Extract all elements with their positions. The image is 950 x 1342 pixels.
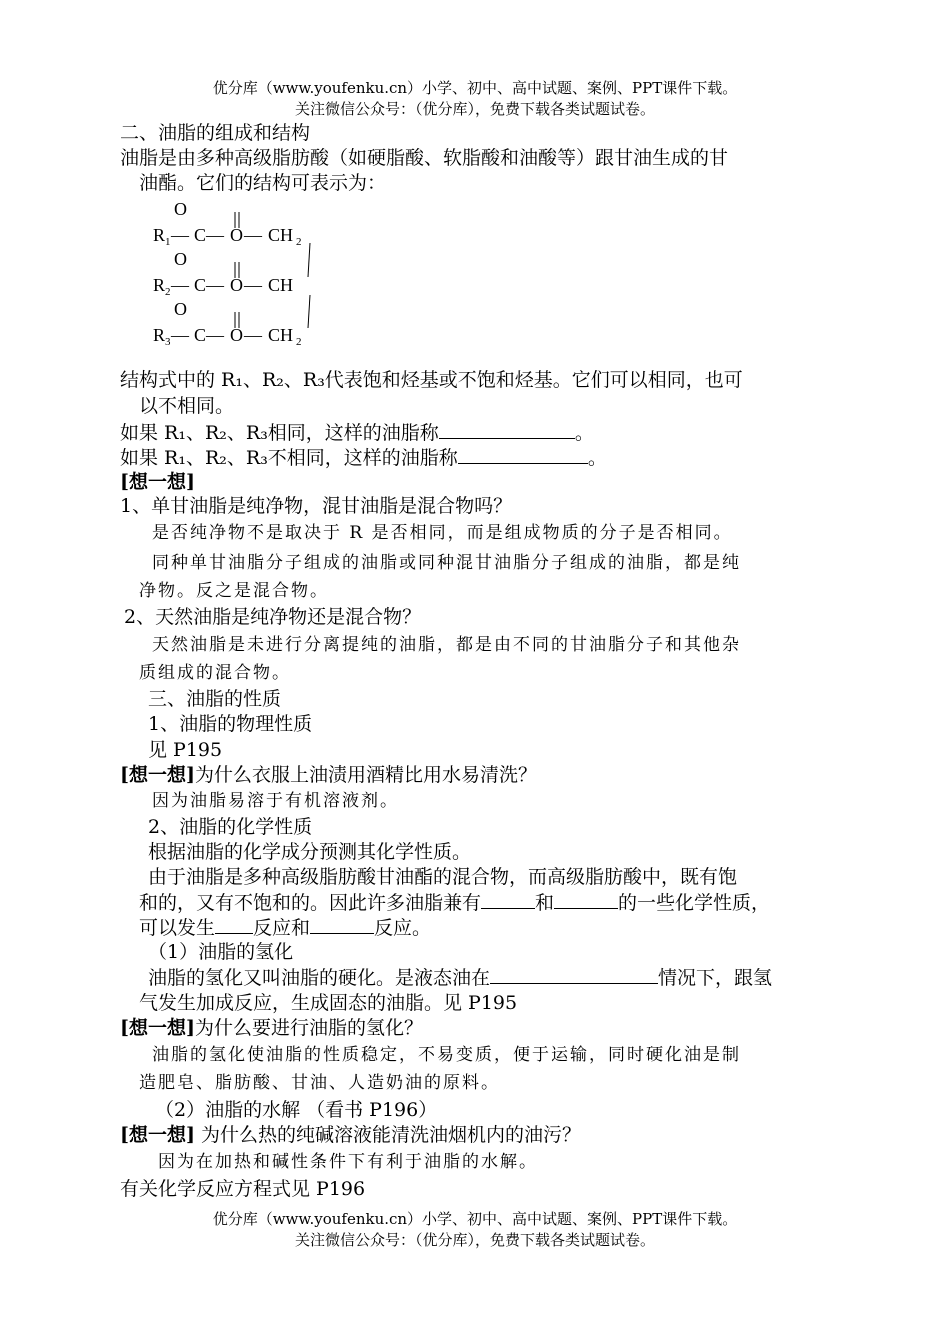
bond-3a: —	[171, 325, 189, 345]
carbon-2: C	[194, 275, 207, 295]
see-p195-1: 见 P195	[148, 739, 223, 761]
think-heading-1: [想一想]	[120, 471, 195, 493]
chemical-properties-heading: 2、油脂的化学性质	[148, 816, 313, 838]
bond-1b: —	[206, 225, 224, 245]
bond-2a: —	[171, 275, 189, 295]
backbone-bond-2	[308, 295, 310, 328]
condition-blank[interactable]	[490, 965, 658, 984]
carbon-1: C	[194, 225, 207, 245]
same-r-line	[120, 420, 594, 445]
same-r-end: 。	[574, 422, 594, 444]
property-blank-2[interactable]	[554, 890, 618, 909]
carbonyl-o-3: O	[174, 299, 187, 319]
ester-o-3: O	[230, 325, 243, 345]
property-blank-1[interactable]	[481, 890, 535, 909]
think-line-2: [想一想]为什么衣服上油渍用酒精比用水易清洗？	[120, 764, 537, 786]
footer-line-1: 优分库（www.youfenku.cn）小学、初中、高中试题、案例、PPT课件下载。	[212, 1210, 738, 1228]
answer-1-line-3: 净物。反之是混合物。	[139, 581, 329, 601]
footer-line-2: 关注微信公众号：（优分库），免费下载各类试题试卷。	[294, 1231, 655, 1249]
think-line-4: [想一想] 为什么热的纯碱溶液能清洗油烟机内的油污？	[120, 1124, 582, 1146]
physical-properties-heading: 1、油脂的物理性质	[148, 713, 313, 735]
ch2-1: CH	[268, 225, 294, 245]
hydrogenation-heading: （1）油脂的氢化	[148, 941, 294, 963]
think-answer-4: 因为在加热和碱性条件下有利于油脂的水解。	[158, 1152, 538, 1172]
ch-2: CH	[268, 275, 294, 295]
answer-1-line-2: 同种单甘油脂分子组成的油脂或同种混甘油脂分子组成的油脂，都是纯	[152, 553, 741, 573]
think-answer-2: 因为油脂易溶于有机溶液剂。	[152, 791, 399, 811]
r-label-3: R	[153, 325, 166, 345]
section-3-title: 三、油脂的性质	[148, 688, 282, 710]
para-line-2: 和的，又有不饱和的。因此许多油脂兼有 和 的一些化学性质，	[139, 892, 771, 914]
bond-1c: —	[244, 225, 262, 245]
bond-3b: —	[206, 325, 224, 345]
question-2: 2、天然油脂是纯净物还是混合物？	[124, 606, 422, 628]
r-label-1: R	[153, 225, 166, 245]
diff-r-blank[interactable]	[458, 445, 588, 464]
ch2-3: CH	[268, 325, 294, 345]
diff-r-text: 如果 R₁、R₂、R₃不相同，这样的油脂称	[120, 447, 458, 469]
intro-line-1: 油脂是由多种高级脂肪酸（如硬脂酸、软脂酸和油酸等）跟甘油生成的甘	[120, 147, 729, 169]
carbonyl-o-2: O	[174, 249, 187, 269]
bond-3c: —	[244, 325, 262, 345]
ch2-sub-1: 2	[296, 236, 302, 248]
carbon-3: C	[194, 325, 207, 345]
para-line-1: 由于油脂是多种高级脂肪酸甘油酯的混合物，而高级脂肪酸中，既有饱	[148, 866, 738, 888]
reaction-blank-2[interactable]	[310, 915, 374, 934]
bond-1a: —	[171, 225, 189, 245]
question-1: 1、单甘油脂是纯净物，混甘油脂是混合物吗？	[120, 495, 513, 517]
predict-line: 根据油脂的化学成分预测其化学性质。	[148, 841, 472, 863]
think-line-3: [想一想]为什么要进行油脂的氢化？	[120, 1017, 423, 1039]
ester-o-1: O	[230, 225, 243, 245]
bond-2b: —	[206, 275, 224, 295]
bond-2c: —	[244, 275, 262, 295]
r-sub-3: 3	[165, 336, 171, 348]
r-sub-1: 1	[165, 236, 171, 248]
diff-r-end: 。	[587, 447, 607, 469]
triglyceride-structure	[150, 195, 330, 355]
equation-reference: 有关化学反应方程式见 P196	[120, 1178, 366, 1200]
diff-r-line	[120, 445, 607, 470]
same-r-blank[interactable]	[439, 420, 575, 439]
same-r-text: 如果 R₁、R₂、R₃相同，这样的油脂称	[120, 422, 439, 444]
hydrogenation-line-2: 气发生加成反应，生成固态的油脂。见 P195	[139, 992, 518, 1014]
header-line-1: 优分库（www.youfenku.cn）小学、初中、高中试题、案例、PPT课件下载。	[212, 79, 738, 97]
answer-1-line-1: 是否纯净物不是取决于 R 是否相同，而是组成物质的分子是否相同。	[152, 523, 733, 543]
ester-o-2: O	[230, 275, 243, 295]
desc-line-2: 以不相同。	[139, 395, 235, 417]
carbonyl-o-1: O	[174, 199, 187, 219]
reaction-blank-1[interactable]	[215, 915, 253, 934]
r-sub-2: 2	[165, 286, 171, 298]
think-answer-3-line-2: 造肥皂、脂肪酸、甘油、人造奶油的原料。	[139, 1073, 500, 1093]
answer-2-line-2: 质组成的混合物。	[139, 663, 291, 683]
hydrogenation-line-1: 油脂的氢化又叫油脂的硬化。是液态油在 情况下，跟氢	[148, 967, 773, 989]
header-line-2: 关注微信公众号：（优分库），免费下载各类试题试卷。	[294, 100, 655, 118]
para-line-3: 可以发生 反应和 反应。	[139, 917, 432, 939]
backbone-bond-1	[308, 243, 310, 277]
think-answer-3-line-1: 油脂的氢化使油脂的性质稳定，不易变质，便于运输，同时硬化油是制	[152, 1045, 741, 1065]
hydrolysis-heading: （2）油脂的水解 （看书 P196）	[155, 1099, 438, 1121]
intro-line-2: 油酯。它们的结构可表示为：	[139, 172, 387, 194]
section-2-title: 二、油脂的组成和结构	[120, 122, 311, 144]
r-label-2: R	[153, 275, 166, 295]
answer-2-line-1: 天然油脂是未进行分离提纯的油脂，都是由不同的甘油脂分子和其他杂	[152, 635, 741, 655]
ch2-sub-3: 2	[296, 336, 302, 348]
desc-line-1: 结构式中的 R₁、R₂、R₃代表饱和烃基或不饱和烃基。它们可以相同，也可	[120, 369, 743, 391]
